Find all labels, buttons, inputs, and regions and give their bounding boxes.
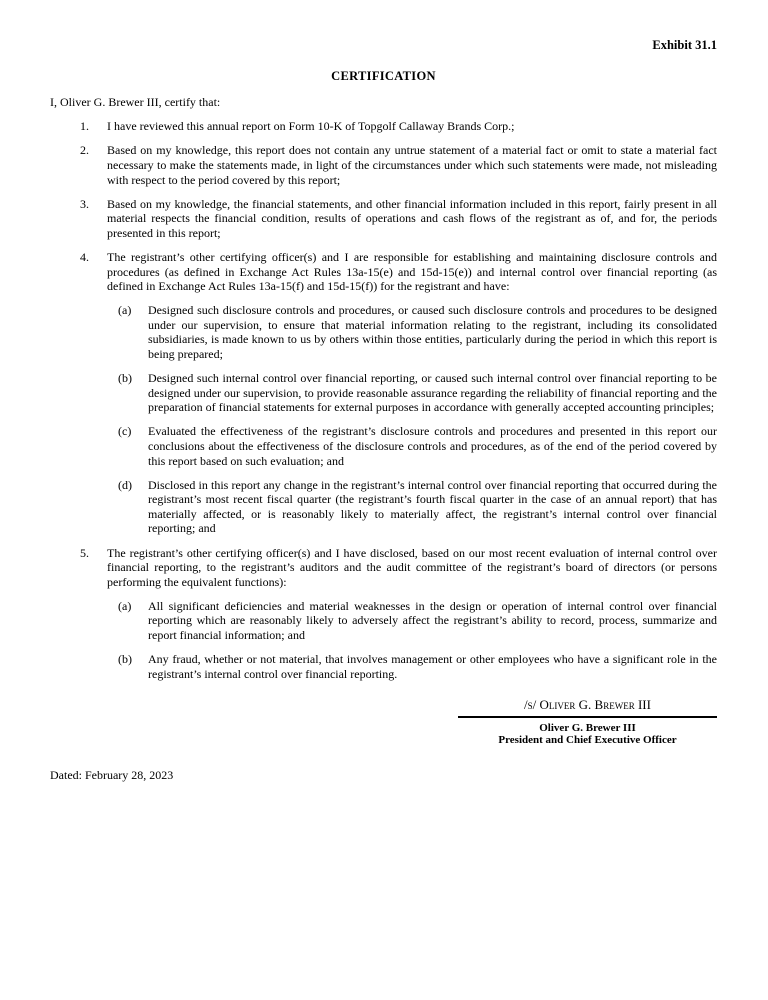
list-item-2: [80, 143, 717, 187]
sub-list-item-4b-text: Designed such internal control over financial reporting, or caused such internal control over financial reporting to be designed under our supervision, to provide reasonable assurance regarding the reliability of financial reporting and the preparation of financial statements for external purposes in accordance with generally accepted accounting principles;: [148, 371, 717, 415]
list-item-3: [80, 197, 717, 241]
list-item-2-text: Based on my knowledge, this report does not contain any untrue statement of a material fact or omit to state a material fact necessary to make the statements made, in light of the circumstances under which such statements were made, not misleading with respect to the period covered by this report;: [107, 143, 717, 187]
sub-list-item-5b-marker: (b): [118, 652, 132, 667]
document-title: CERTIFICATION: [331, 68, 436, 83]
signature-line: /s/ Oliver G. Brewer III: [458, 698, 717, 718]
intro-paragraph: I, Oliver G. Brewer III, certify that:: [50, 95, 221, 110]
sub-list-item-5a-text: All significant deficiencies and material weaknesses in the design or operation of internal control over financial reporting which are reasonably likely to adversely affect the registrant’s ability to record, process, summarize and report financial information; and: [148, 598, 717, 642]
sub-list-item-4a: [118, 303, 717, 361]
date-line: Dated: February 28, 2023: [50, 767, 174, 782]
sub-list-item-4c: [118, 424, 717, 468]
list-item-3-text: Based on my knowledge, the financial statements, and other financial information included in this report, fairly present in all material respects the financial condition, results of operations and cash flows of the registrant as of, and for, the periods presented in this report;: [107, 196, 717, 240]
sub-list-item-4c-text: Evaluated the effectiveness of the registrant’s disclosure controls and procedures and presented in this report our conclusions about the effectiveness of the disclosure controls and procedures, as of the end of the period covered by this report based on such evaluation; and: [148, 424, 717, 468]
signature-block: [458, 698, 717, 747]
sub-list-item-5b: [118, 652, 717, 681]
list-item-5-marker: 5.: [80, 545, 89, 560]
list-item-1-text: I have reviewed this annual report on Form 10-K of Topgolf Callaway Brands Corp.;: [107, 119, 515, 134]
signer-title: President and Chief Executive Officer: [498, 734, 677, 747]
list-item-1-marker: 1.: [80, 119, 89, 134]
list-item-1: [80, 119, 717, 134]
sub-list-item-4b-marker: (b): [118, 371, 132, 386]
list-item-5-text: The registrant’s other certifying officer(s) and I have disclosed, based on our most recent evaluation of internal control over financial reporting, to the registrant’s auditors and the audit committee of the registrant’s board of directors (or persons performing the equivalent functions):: [107, 545, 717, 589]
sub-list-item-4b: [118, 371, 717, 415]
sub-list-item-5b-text: Any fraud, whether or not material, that involves management or other employees who have a significant role in the registrant’s internal control over financial reporting.: [148, 652, 717, 681]
sub-list-item-4a-marker: (a): [118, 303, 132, 318]
sub-list-item-4c-marker: (c): [118, 424, 132, 439]
list-item-4-marker: 4.: [80, 249, 89, 264]
sub-list-item-4d: [118, 478, 717, 536]
sub-list-item-5a: [118, 599, 717, 643]
signer-name: Oliver G. Brewer III: [539, 721, 636, 734]
sub-list-item-4d-marker: (d): [118, 477, 132, 492]
list-item-3-marker: 3.: [80, 196, 89, 211]
exhibit-label: Exhibit 31.1: [652, 38, 717, 52]
list-item-4-text: The registrant’s other certifying officer(s) and I are responsible for establishing and maintaining disclosure controls and procedures (as defined in Exchange Act Rules 13a-15(e) and 15d-15(e)) and internal control over financial reporting (as defined in Exchange Act Rules 13a-15(f) and 15d-15(f)) for the registrant and have:: [107, 249, 717, 294]
sub-list-item-5a-marker: (a): [118, 598, 132, 613]
list-item-4: [80, 250, 717, 294]
sub-list-item-4d-text: Disclosed in this report any change in the registrant’s internal control over financial reporting that occurred during the registrant’s most recent fiscal quarter (the registrant’s fourth fiscal quarter in the case of an annual report) that has materially affected, or is reasonably likely to materially affect, the registrant’s internal control over financial reporting; and: [148, 477, 717, 536]
sub-list-item-4a-text: Designed such disclosure controls and procedures, or caused such disclosure controls and procedures to be designed under our supervision, to ensure that material information relating to the registrant, including its consolidated subsidiaries, is made known to us by others within those entities, particularly during the period in which this report is being prepared;: [148, 303, 717, 361]
list-item-5: [80, 546, 717, 590]
list-item-2-marker: 2.: [80, 143, 89, 158]
